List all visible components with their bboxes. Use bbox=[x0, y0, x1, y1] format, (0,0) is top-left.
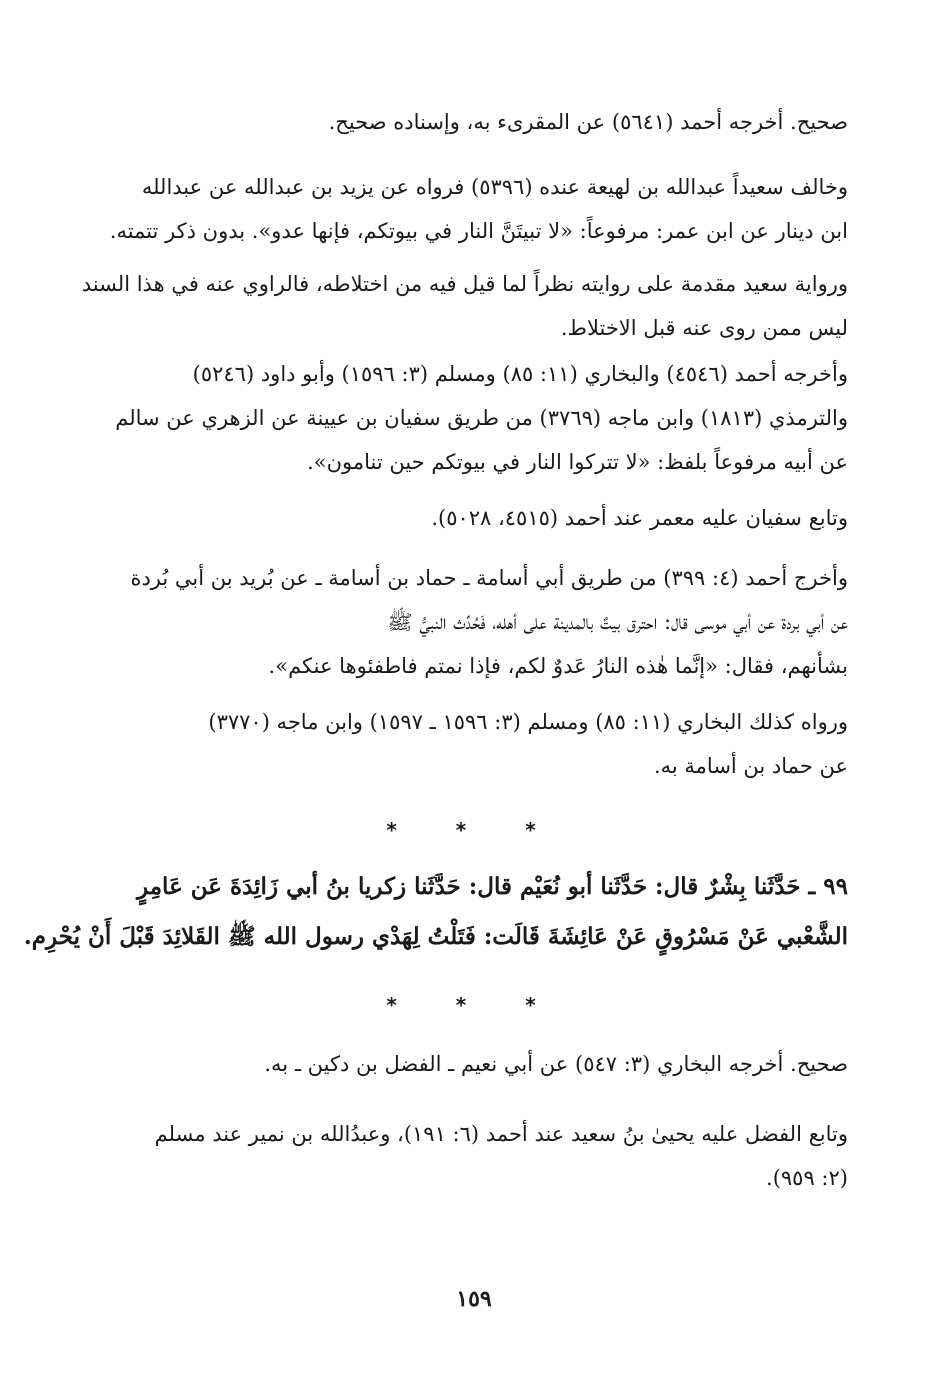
text-line: صحيح. أخرجه أحمد (٥٦٤١) عن المقرىء به، وإسناده صحيح. bbox=[328, 110, 848, 134]
paragraph-takhrij-4 bbox=[98, 352, 848, 484]
text-line: صحيح. أخرجه البخاري (٣: ٥٤٧) عن أبي نعيم ـ الفضل بن دكين ـ به. bbox=[264, 1052, 848, 1076]
text-line: ورواية سعيد مقدمة على روايته نظراً لما قيل فيه من اختلاطه، فالراوي عنه في هذا السند bbox=[81, 272, 848, 296]
text-line: وخالف سعيداً عبدالله بن لهيعة عنده (٥٣٩٦) فرواه عن يزيد بن عبدالله عن عبدالله bbox=[141, 175, 848, 199]
text-line: ابن دينار عن ابن عمر: مرفوعاً: «لا تبيتَنَّ النار في بيوتكم، فإنها عدو». بدون ذكر تتمته. bbox=[109, 219, 848, 243]
paragraph-takhrij-8 bbox=[98, 1042, 848, 1086]
text-line: وأخرجه أحمد (٤٥٤٦) والبخاري (١١: ٨٥) ومسلم (٣: ١٥٩٦) وأبو داود (٥٢٤٦) bbox=[192, 362, 848, 386]
section-separator: * * * bbox=[386, 818, 562, 842]
section-separator: * * * bbox=[386, 993, 562, 1017]
hadith-text bbox=[23, 862, 848, 962]
text-line: بشأنهم، فقال: «إنَّما هٰذه النارُ عَدوٌ لكم، فإذا نمتم فاطفئوها عنكم». bbox=[268, 654, 848, 678]
text-line: عن أبيه مرفوعاً بلفظ: «لا تتركوا النار في بيوتكم حين تنامون». bbox=[307, 450, 848, 474]
paragraph-takhrij-6 bbox=[98, 556, 848, 688]
text-line: ليس ممن روى عنه قبل الاختلاط. bbox=[560, 316, 848, 340]
paragraph-takhrij-2 bbox=[98, 165, 848, 253]
hadith-line: الشَّعْبي عَنْ مَسْرُوقٍ عَنْ عَائِشَةَ قَالَت: فَتَلْتُ لِهَدْي رسول الله ﷺ القَلائِدَ قَبْلَ أَنْ يُحْرِم. bbox=[23, 923, 848, 950]
text-line: وتابع سفيان عليه معمر عند أحمد (٤٥١٥، ٥٠٢٨). bbox=[431, 506, 848, 530]
text-line: ورواه كذلك البخاري (١١: ٨٥) ومسلم (٣: ١٥٩٦ ـ ١٥٩٧) وابن ماجه (٣٧٧٠) bbox=[208, 710, 848, 734]
paragraph-takhrij-3 bbox=[81, 262, 848, 350]
paragraph-takhrij-7 bbox=[98, 700, 848, 788]
text-line: عن أبي بردة عن أبي موسى قال: احترق بيتٌ بالمدينة على أهله، فَحُدِّث النبيُّ ﷺ bbox=[387, 610, 848, 634]
text-line: (٢: ٩٥٩). bbox=[766, 1166, 848, 1190]
text-line: والترمذي (١٨١٣) وابن ماجه (٣٧٦٩) من طريق سفيان بن عيينة عن الزهري عن سالم bbox=[115, 406, 848, 430]
text-line: عن حماد بن أسامة به. bbox=[653, 754, 848, 778]
paragraph-takhrij-1 bbox=[98, 100, 848, 144]
text-line: وتابع الفضل عليه يحيىٰ بنُ سعيد عند أحمد (٦: ١٩١)، وعبدُالله بن نمير عند مسلم bbox=[154, 1122, 848, 1146]
text-line: وأخرج أحمد (٤: ٣٩٩) من طريق أبي أسامة ـ حماد بن أسامة ـ عن بُريد بن أبي بُردة bbox=[130, 566, 848, 590]
paragraph-takhrij-5 bbox=[98, 496, 848, 540]
hadith-line: ٩٩ ـ حَدَّثَنا بِشْرٌ قال: حَدَّثَنا أبو نُعَيْم قال: حَدَّثَنا زكريا بنُ أبي زَائِدَةَ عَن عَامِرٍ bbox=[137, 873, 848, 900]
page-number: ١٥٩ bbox=[456, 1286, 492, 1312]
paragraph-takhrij-9 bbox=[98, 1112, 848, 1200]
